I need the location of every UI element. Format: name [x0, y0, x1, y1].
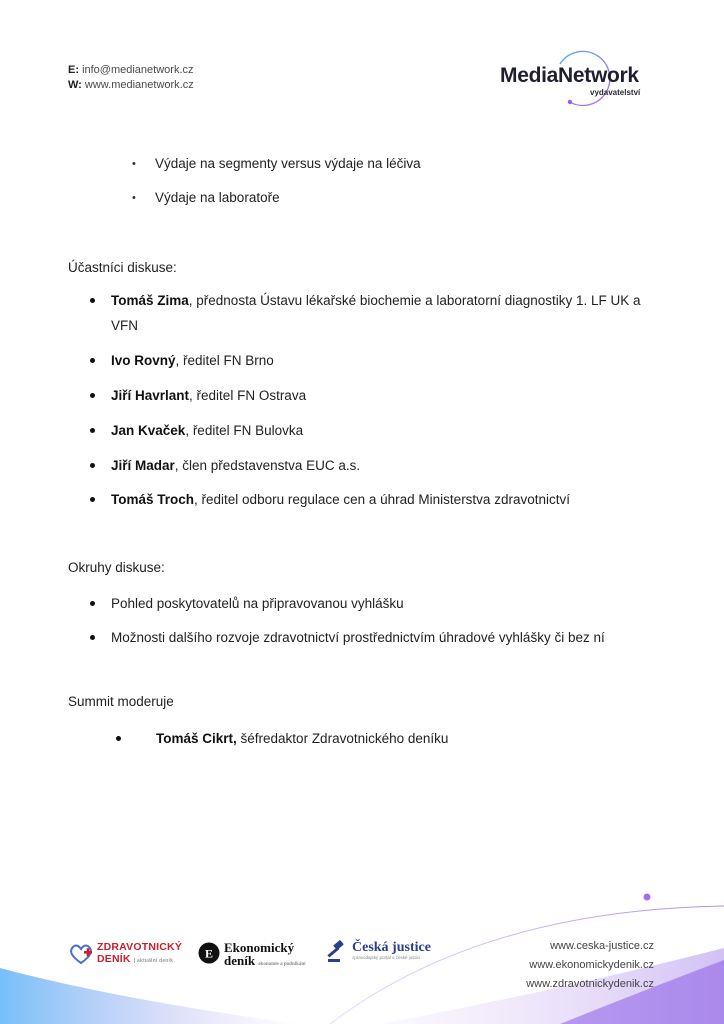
theme-item: Možnosti dalšího rozvoje zdravotnictví prostřednictvím úhradové vyhlášky či bez ní — [111, 630, 605, 645]
bullet-dot-icon — [90, 393, 95, 398]
bullet-dot-icon — [90, 601, 95, 606]
zd-logo-tagline: | aktuální deník — [133, 958, 174, 964]
bullet-dot-icon — [90, 298, 95, 303]
footer-url-ekonomicky-denik[interactable]: www.ekonomickydenik.cz — [529, 959, 654, 971]
bullet-dot-icon — [90, 358, 95, 363]
moderator-item — [156, 726, 656, 751]
ekonomicky-denik-logo — [198, 940, 308, 970]
bullet-dot-icon: • — [132, 192, 136, 204]
participant-item — [111, 418, 671, 443]
themes-heading: Okruhy diskuse: — [68, 560, 165, 575]
participant-name: Tomáš Troch — [111, 492, 195, 507]
footer-url-zdravotnicky-denik[interactable]: www.zdravotnickydenik.cz — [526, 978, 654, 990]
participant-item — [111, 383, 671, 408]
bullet-dot-icon — [90, 463, 95, 468]
bullet-dot-icon — [116, 736, 121, 741]
participant-item — [111, 288, 671, 338]
bullet-dot-icon — [90, 428, 95, 433]
moderator-role: šéfredaktor Zdravotnického deníku — [236, 731, 449, 746]
zd-logo-line1: ZDRAVOTNICKÝ — [97, 941, 183, 953]
footer-url-list — [500, 937, 654, 994]
svg-text:E: E — [204, 946, 214, 961]
participant-role: , ředitel FN Ostrava — [189, 388, 307, 403]
moderator-heading: Summit moderuje — [68, 694, 174, 709]
zdravotnicky-denik-logo — [68, 940, 186, 970]
participant-role: , člen představenstva EUC a.s. — [174, 458, 361, 473]
logo-name: MediaNetwork — [500, 64, 639, 87]
participant-item — [111, 348, 671, 373]
moderator-name: Tomáš Cikrt, — [156, 731, 237, 746]
participant-name: Jan Kvaček — [111, 423, 186, 438]
participant-role: , přednosta Ústavu lékařské biochemie a laboratorní diagnostiky 1. LF UK a VFN — [111, 293, 641, 333]
medianetwork-logo — [490, 44, 670, 110]
contact-block — [68, 63, 194, 93]
ceska-justice-logo — [325, 940, 445, 970]
cj-logo-title: Česká justice — [352, 940, 431, 955]
web-line — [68, 78, 194, 93]
topic-item: Výdaje na segmenty versus výdaje na léčiva — [155, 156, 421, 171]
zd-logo-line2: DENÍK — [97, 953, 131, 965]
gavel-icon — [325, 940, 349, 964]
footer-url-ceska-justice[interactable]: www.ceska-justice.cz — [550, 940, 654, 952]
theme-item: Pohled poskytovatelů na připravovanou vyhlášku — [111, 596, 404, 611]
bullet-dot-icon: • — [132, 158, 136, 170]
participant-role: , ředitel odboru regulace cen a úhrad Ministerstva zdravotnictví — [194, 492, 570, 507]
participant-role: , ředitel FN Bulovka — [185, 423, 304, 438]
bullet-dot-icon — [90, 497, 95, 502]
logo-subtitle: vydavatelství — [590, 88, 641, 97]
email-text[interactable]: info@medianetwork.cz — [82, 64, 194, 76]
participant-role: , ředitel FN Brno — [175, 353, 274, 368]
web-text[interactable]: www.medianetwork.cz — [84, 79, 194, 91]
participant-name: Jiří Madar — [111, 458, 175, 473]
participant-item — [111, 487, 671, 512]
web-label: W: — [68, 79, 82, 91]
ed-logo-tagline: ekonomie a podnikání — [258, 962, 306, 967]
topic-item: Výdaje na laboratoře — [155, 190, 280, 205]
email-label: E: — [68, 64, 79, 76]
ed-logo-line2: deník — [224, 953, 256, 968]
participants-heading: Účastníci diskuse: — [68, 260, 177, 275]
email-line — [68, 63, 194, 78]
participant-name: Tomáš Zima — [111, 293, 189, 308]
participant-name: Ivo Rovný — [111, 353, 176, 368]
bullet-dot-icon — [90, 635, 95, 640]
heart-cross-icon — [68, 942, 94, 966]
participant-name: Jiří Havrlant — [111, 388, 190, 403]
ed-logo-line1: Ekonomický — [224, 940, 295, 955]
cj-logo-tagline: zpravodajský portál o české justici — [352, 955, 421, 960]
ed-e-badge-icon — [198, 942, 220, 964]
participant-item — [111, 453, 671, 478]
